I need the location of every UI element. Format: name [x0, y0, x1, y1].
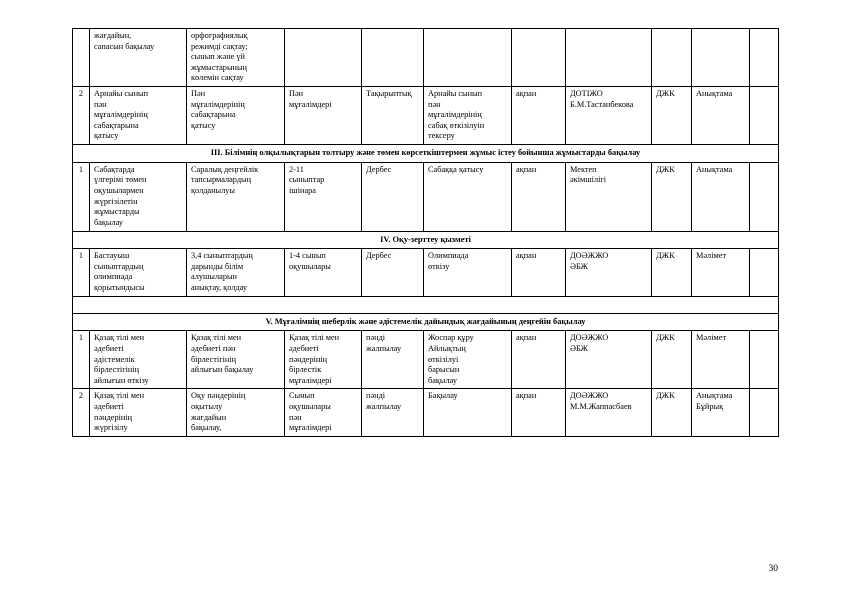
table-cell [750, 249, 779, 296]
table-cell: Дербес [362, 249, 424, 296]
table-row [73, 29, 779, 87]
table-cell: Сабаққа қатысу [424, 162, 512, 231]
table-cell: ақпан [512, 331, 566, 389]
table-cell [750, 87, 779, 145]
table-cell: ДЖК [652, 389, 692, 436]
table-cell: ақпан [512, 162, 566, 231]
table-cell: ДОТІЖО Б.М.Тастанбекова [566, 87, 652, 145]
table-cell: ДОӘЖЖО М.М.Жаппасбаев [566, 389, 652, 436]
table-cell: Бақылау [424, 389, 512, 436]
table-cell: Анықтама Бұйрық [692, 389, 750, 436]
table-cell: Олимпиада өткізу [424, 249, 512, 296]
table-cell: ДОӘЖЖО ӘБЖ [566, 249, 652, 296]
table-cell: пәнді жалпылау [362, 331, 424, 389]
section-title: III. Білімнің олқылықтарын толтыру және төмен көрсеткіштермен жұмыс істеу бойынша жұмыстарды бақылау [73, 145, 779, 163]
table-cell: Бастауыш сыныптардың олимпиада қорытындысы [90, 249, 187, 296]
table-cell: Қазақ тілі мен әдебиеті пәндерінің бірлестік мұғалімдері [285, 331, 362, 389]
table-cell: 1 [73, 331, 90, 389]
section-title: IV. Оқу-зерттеу қызметі [73, 231, 779, 249]
table-cell: Мәлімет [692, 249, 750, 296]
blank-cell [73, 296, 779, 313]
table-cell: Саралық деңгейлік тапсырмалардың қолданылуы [187, 162, 285, 231]
table-cell [424, 29, 512, 87]
page-number: 30 [768, 564, 778, 574]
table-cell: ақпан [512, 87, 566, 145]
table-cell [692, 29, 750, 87]
table-cell: Оқу пәндерінің оқытылу жағдайын бақылау, [187, 389, 285, 436]
table-cell [362, 29, 424, 87]
table-cell: ДЖК [652, 162, 692, 231]
table-cell: Анықтама [692, 162, 750, 231]
table-cell: Пән мұғалімдері [285, 87, 362, 145]
table-cell [750, 162, 779, 231]
table-section-row [73, 231, 779, 249]
table-cell [750, 331, 779, 389]
table-cell [750, 29, 779, 87]
table-cell [512, 29, 566, 87]
table-cell: 3,4 сыныптардың дарынды білім алушыларын анықтау, қолдау [187, 249, 285, 296]
table-cell: 1-4 сынып оқушылары [285, 249, 362, 296]
table-cell [73, 29, 90, 87]
table-cell: Жоспар құру Айлықтың өткізілуі барысын бақылау [424, 331, 512, 389]
table-row [73, 162, 779, 231]
table-cell [652, 29, 692, 87]
table-row [73, 331, 779, 389]
table-cell: 1 [73, 162, 90, 231]
table-cell: Қазақ тілі мен әдебиеті пән бірлестігінің айлығын бақылау [187, 331, 285, 389]
table-cell: Арнайы сынып пән мұғалімдерінің сабақ өткізілуін тексеру [424, 87, 512, 145]
table-cell: ДОӘЖЖО ӘБЖ [566, 331, 652, 389]
table-cell: пәнді жалпылау [362, 389, 424, 436]
table-body [73, 29, 779, 437]
table-cell: Дербес [362, 162, 424, 231]
table-cell [750, 389, 779, 436]
table-cell: 2 [73, 389, 90, 436]
table-cell: Мәлімет [692, 331, 750, 389]
table-cell [566, 29, 652, 87]
table-cell: ақпан [512, 389, 566, 436]
table-cell: Сабақтарда үлгерімі төмен оқушылармен жүргізілетін жұмыстарды бақылау [90, 162, 187, 231]
section-title: V. Мұғалімнің шеберлік және әдістемелік дайындық жағдайының деңгейін бақылау [73, 313, 779, 331]
table-cell: 2-11 сыныптар ішінара [285, 162, 362, 231]
table-cell: 2 [73, 87, 90, 145]
table-cell: жағдайын, сапасын бақылау [90, 29, 187, 87]
table-cell: орфографиялық режимді сақтау; сынып және үй жұмыстарының көлемін сақтау [187, 29, 285, 87]
table-cell: Тақырыптық [362, 87, 424, 145]
table-cell: Арнайы сынып пән мұғалімдерінің сабақтарына қатысу [90, 87, 187, 145]
table-row [73, 249, 779, 296]
table-section-row [73, 313, 779, 331]
table-cell: Сынып оқушылары пән мұғалімдері [285, 389, 362, 436]
table-cell: ақпан [512, 249, 566, 296]
table-cell: 1 [73, 249, 90, 296]
table-cell: ДЖК [652, 87, 692, 145]
table-cell: ДЖК [652, 249, 692, 296]
control-plan-table [72, 28, 779, 437]
table-cell: Қазақ тілі мен әдебиеті пәндерінің жүргізілу [90, 389, 187, 436]
table-blank-row [73, 296, 779, 313]
table-cell: Мектеп әкімшілігі [566, 162, 652, 231]
table-section-row [73, 145, 779, 163]
table-row [73, 87, 779, 145]
table-cell: Қазақ тілі мен әдебиеті әдістемелік бірлестігінің айлығын өткізу [90, 331, 187, 389]
table-cell: ДЖК [652, 331, 692, 389]
table-cell: Пән мұғалімдерінің сабақтарына қатысу [187, 87, 285, 145]
table-cell [285, 29, 362, 87]
table-row [73, 389, 779, 436]
table-cell: Анықтама [692, 87, 750, 145]
